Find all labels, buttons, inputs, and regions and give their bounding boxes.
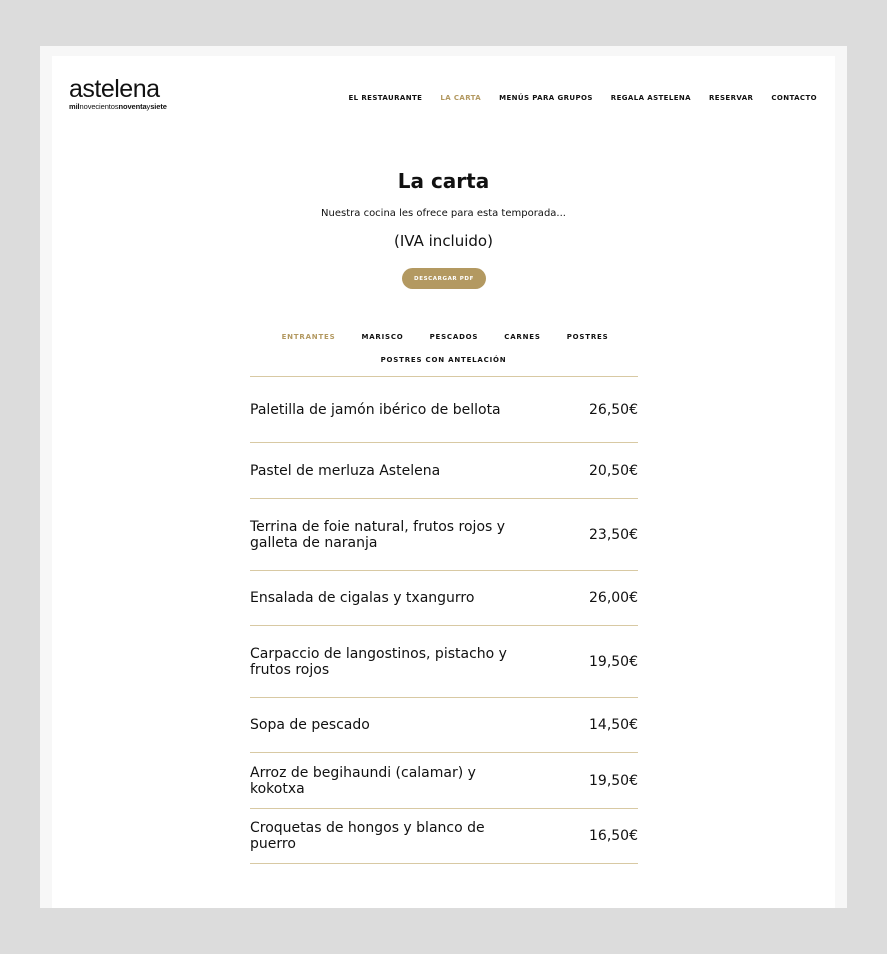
- menu-item-price: 14,50€: [589, 717, 638, 733]
- nav-el-restaurante[interactable]: EL RESTAURANTE: [348, 94, 423, 102]
- menu-item: [250, 499, 638, 571]
- menu-item: [250, 377, 638, 443]
- download-pdf-button[interactable]: DESCARGAR PDF: [402, 268, 486, 289]
- nav-menus-para-grupos[interactable]: MENÚS PARA GRUPOS: [499, 94, 593, 102]
- iva-note: (IVA incluido): [394, 232, 493, 250]
- tab-postres[interactable]: POSTRES: [566, 333, 609, 341]
- menu-item-price: 23,50€: [589, 526, 638, 543]
- menu-item-name: Pastel de merluza Astelena: [250, 462, 441, 479]
- menu-item-name: Paletilla de jamón ibérico de bellota: [250, 401, 501, 418]
- main-nav: [348, 94, 817, 102]
- menu-item: [250, 753, 638, 809]
- menu-item: [250, 809, 638, 864]
- menu-item-name: Terrina de foie natural, frutos rojos y galleta de naranja: [250, 518, 506, 551]
- menu-item-name: Croquetas de hongos y blanco de puerro: [250, 820, 485, 852]
- menu-item: [250, 626, 638, 698]
- menu-item-price: 16,50€: [589, 828, 638, 844]
- logo-wordmark: astelena: [69, 75, 160, 103]
- tab-postres-con-antelacion[interactable]: POSTRES CON ANTELACIÓN: [380, 356, 507, 364]
- tab-marisco[interactable]: MARISCO: [361, 333, 404, 341]
- logo-tagline: milnovecientosnoventaysiete: [69, 102, 167, 111]
- page-title: La carta: [397, 169, 490, 193]
- category-tabs: [52, 333, 835, 341]
- menu-item-price: 20,50€: [589, 462, 638, 479]
- nav-la-carta[interactable]: LA CARTA: [440, 94, 482, 102]
- menu-item-name: Ensalada de cigalas y txangurro: [250, 590, 475, 606]
- menu-item-name: Arroz de begihaundi (calamar) y kokotxa: [250, 764, 476, 797]
- page-subtitle: Nuestra cocina les ofrece para esta temporada...: [321, 208, 566, 219]
- tab-entrantes[interactable]: ENTRANTES: [281, 333, 336, 341]
- tab-pescados[interactable]: PESCADOS: [429, 333, 479, 341]
- menu-list: [250, 376, 638, 864]
- screenshot-frame: [40, 46, 847, 908]
- menu-item: [250, 698, 638, 753]
- menu-item-price: 26,00€: [589, 590, 638, 606]
- web-page: [52, 56, 835, 908]
- menu-item-price: 19,50€: [589, 653, 638, 670]
- category-tabs-row2: [52, 356, 835, 364]
- menu-item: [250, 443, 638, 499]
- menu-item-price: 19,50€: [589, 772, 638, 789]
- menu-item-price: 26,50€: [589, 401, 638, 418]
- menu-item-name: Carpaccio de langostinos, pistacho y frutos rojos: [250, 645, 507, 678]
- tab-carnes[interactable]: CARNES: [504, 333, 541, 341]
- site-logo[interactable]: [69, 76, 167, 111]
- menu-item: [250, 571, 638, 626]
- nav-regala-astelena[interactable]: REGALA ASTELENA: [610, 94, 691, 102]
- nav-reservar[interactable]: RESERVAR: [708, 94, 754, 102]
- menu-item-name: Sopa de pescado: [250, 717, 370, 733]
- nav-contacto[interactable]: CONTACTO: [771, 94, 817, 102]
